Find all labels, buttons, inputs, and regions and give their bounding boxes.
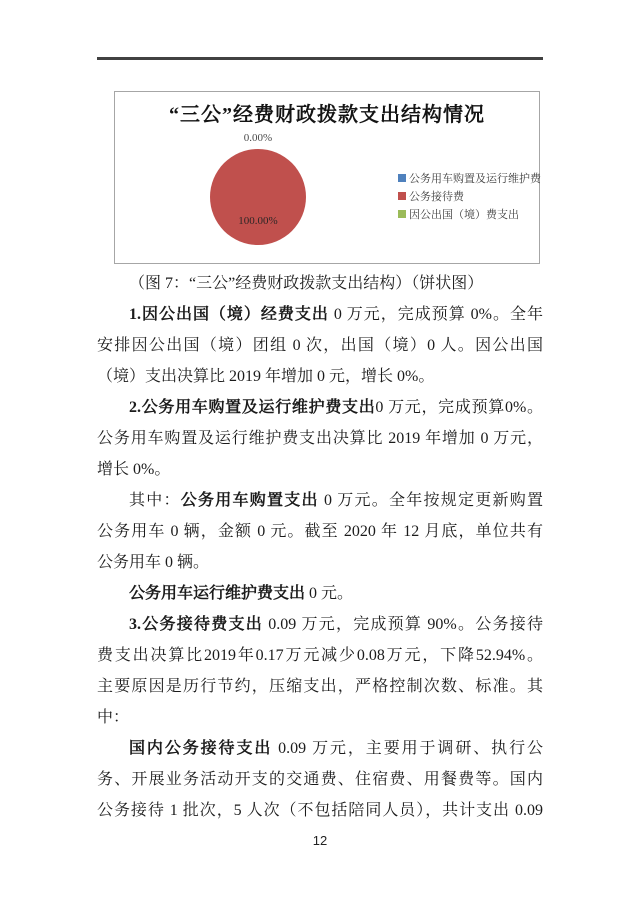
legend-item <box>398 187 541 205</box>
chart-title: “三公”经费财政拨款支出结构情况 <box>169 104 485 126</box>
figure-caption: （图 7：“三公”经费财政拨款支出结构）（饼状图） <box>129 275 484 292</box>
text-line: 2.公务用车购置及运行维护费支出0 万元，完成预算0%。 <box>129 399 543 416</box>
body-text <box>97 268 543 826</box>
text-line: 务、开展业务活动开支的交通费、住宿费、用餐费等。国内 <box>97 771 543 788</box>
pie-data-label-inside: 100.00% <box>238 215 278 227</box>
chart-legend <box>398 169 541 223</box>
header-rule <box>97 57 543 60</box>
text-line: 中： <box>97 709 130 726</box>
three-public-expenditure-pie-chart <box>114 91 540 264</box>
text-line: 安排因公出国（境）团组 0 次，出国（境）0 人。因公出国 <box>97 337 543 354</box>
text-line: 国内公务接待支出 0.09 万元，主要用于调研、执行公 <box>129 740 543 757</box>
text-line: 公务用车 0 辆，金额 0 元。截至 2020 年 12 月底，单位共有 <box>97 523 543 540</box>
legend-label: 公务接待费 <box>409 191 464 203</box>
text-line: 3.公务接待费支出 0.09 万元，完成预算 90%。公务接待 <box>129 616 543 633</box>
pie-data-label-top: 0.00% <box>243 132 273 144</box>
text-line: 公务用车购置及运行维护费支出决算比 2019 年增加 0 万元， <box>97 430 543 447</box>
text-line: （境）支出决算比 2019 年增加 0 元，增长 0%。 <box>97 368 435 385</box>
text-line: 主要原因是历行节约，压缩支出，严格控制次数、标准。其 <box>97 678 543 695</box>
legend-swatch-icon <box>398 210 406 218</box>
text-line: 公务接待 1 批次，5 人次（不包括陪同人员），共计支出 0.09 <box>97 802 543 819</box>
text-line: 费支出决算比2019年0.17万元减少0.08万元，下降52.94%。 <box>97 647 543 664</box>
legend-label: 因公出国（境）费支出 <box>409 209 519 221</box>
legend-item <box>398 169 541 187</box>
text-line: 增长 0%。 <box>97 461 171 478</box>
legend-swatch-icon <box>398 174 406 182</box>
text-line: 其中：公务用车购置支出 0 万元。全年按规定更新购置 <box>129 492 543 509</box>
legend-label: 公务用车购置及运行维护费 <box>409 173 541 185</box>
legend-swatch-icon <box>398 192 406 200</box>
text-line: 1.因公出国（境）经费支出 0 万元，完成预算 0%。全年 <box>129 306 543 323</box>
text-line: 公务用车运行维护费支出 0 元。 <box>129 585 354 602</box>
page-number: 12 <box>312 833 328 848</box>
legend-item <box>398 205 541 223</box>
pie-circle <box>210 149 306 245</box>
text-line: 公务用车 0 辆。 <box>97 554 210 571</box>
